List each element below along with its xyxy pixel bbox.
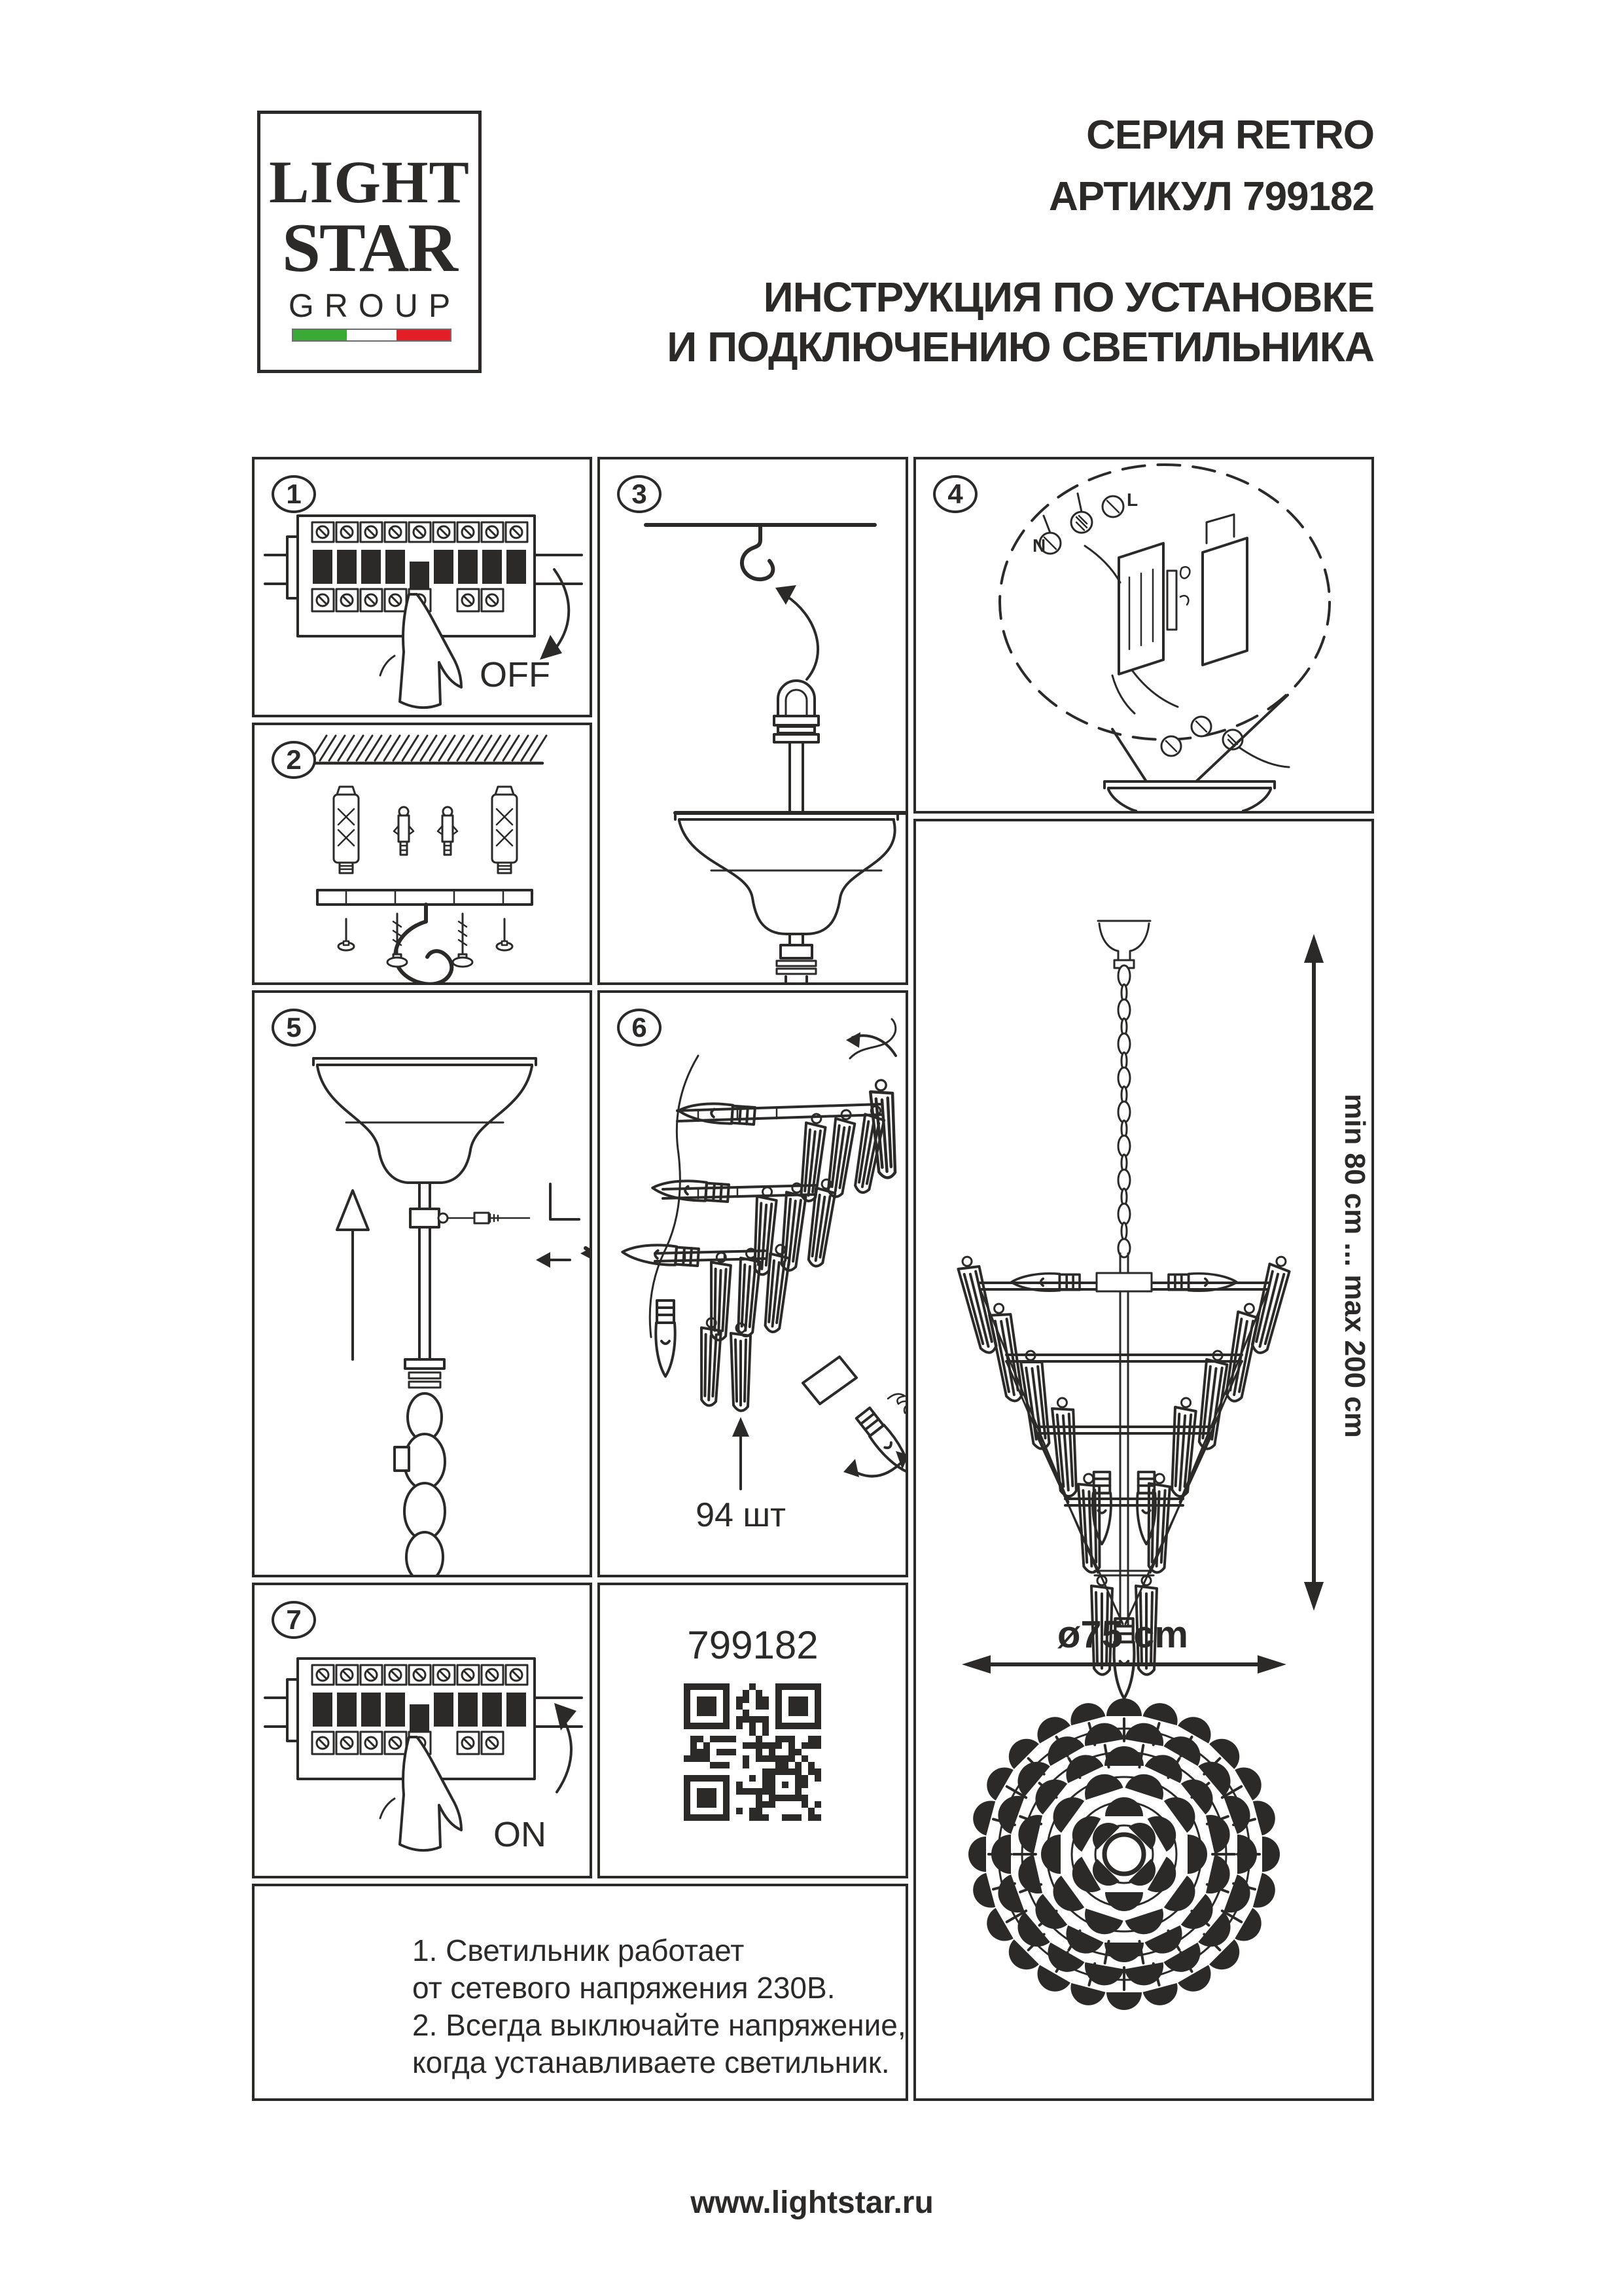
on-label: ON bbox=[493, 1815, 546, 1854]
logo-word-star: STAR bbox=[282, 209, 457, 286]
note-line: когда устанавливаете светильник. bbox=[412, 2045, 890, 2079]
note-line: 1. Светильник работает bbox=[412, 1933, 745, 1967]
lightstar-logo bbox=[257, 111, 482, 373]
step-7-panel bbox=[252, 1583, 592, 1878]
qr-panel bbox=[597, 1583, 908, 1878]
logo-word-group: GROUP bbox=[288, 287, 461, 324]
flag-green bbox=[293, 330, 347, 340]
wiring-connection-diagram bbox=[916, 459, 1371, 811]
note-line: 2. Всегда выключайте напряжение, bbox=[412, 2008, 906, 2042]
step-6-panel bbox=[597, 990, 908, 1577]
height-range-label: min 80 cm ... max 200 cm bbox=[1339, 1094, 1371, 1438]
flag-red bbox=[397, 330, 450, 340]
website-url: www.lightstar.ru bbox=[690, 2185, 934, 2220]
series-title: СЕРИЯ RETRO bbox=[1086, 113, 1374, 158]
step-3-number-icon: 3 bbox=[617, 475, 662, 513]
step-4-number-icon: 4 bbox=[933, 475, 978, 513]
canopy-fixing-diagram bbox=[255, 993, 590, 1575]
qr-code bbox=[600, 1585, 906, 1876]
article-number: АРТИКУЛ 799182 bbox=[1049, 174, 1374, 219]
off-label: OFF bbox=[480, 655, 550, 694]
flag-white bbox=[347, 330, 397, 340]
doc-title-line2: И ПОДКЛЮЧЕНИЮ СВЕТИЛЬНИКА bbox=[667, 323, 1374, 370]
doc-title-line1: ИНСТРУКЦИЯ ПО УСТАНОВКЕ bbox=[763, 274, 1374, 321]
step-2-panel bbox=[252, 723, 592, 985]
logo-word-light: LIGHT bbox=[269, 149, 470, 215]
qr-article-number: 799182 bbox=[687, 1623, 819, 1667]
crystal-pendants-diagram bbox=[600, 993, 906, 1575]
terminal-l-label: L bbox=[1127, 490, 1139, 510]
step-5-panel bbox=[252, 990, 592, 1577]
terminal-n-label: N bbox=[1033, 535, 1046, 556]
chandelier-side-view bbox=[916, 821, 1371, 2098]
step-1-number-icon: 1 bbox=[272, 475, 316, 513]
diameter-label: ø75 cm bbox=[1057, 1613, 1188, 1656]
crystal-count-label: 94 шт bbox=[696, 1496, 786, 1534]
step-1-panel bbox=[252, 457, 592, 717]
step-6-number-icon: 6 bbox=[617, 1009, 662, 1047]
chandelier-bottom-view bbox=[968, 1698, 1280, 2010]
hang-on-hook-diagram bbox=[600, 459, 906, 982]
step-4-panel bbox=[913, 457, 1374, 814]
step-3-panel bbox=[597, 457, 908, 985]
note-line: от сетевого напряжения 230В. bbox=[412, 1971, 836, 2005]
step-2-number-icon: 2 bbox=[272, 741, 316, 779]
step-5-number-icon: 5 bbox=[272, 1009, 316, 1047]
step-7-number-icon: 7 bbox=[272, 1601, 316, 1639]
italian-flag-icon bbox=[292, 329, 451, 342]
arrow-down-icon bbox=[554, 569, 569, 647]
safety-notes bbox=[412, 1932, 906, 2081]
chandelier-drawing-panel bbox=[913, 819, 1374, 2101]
